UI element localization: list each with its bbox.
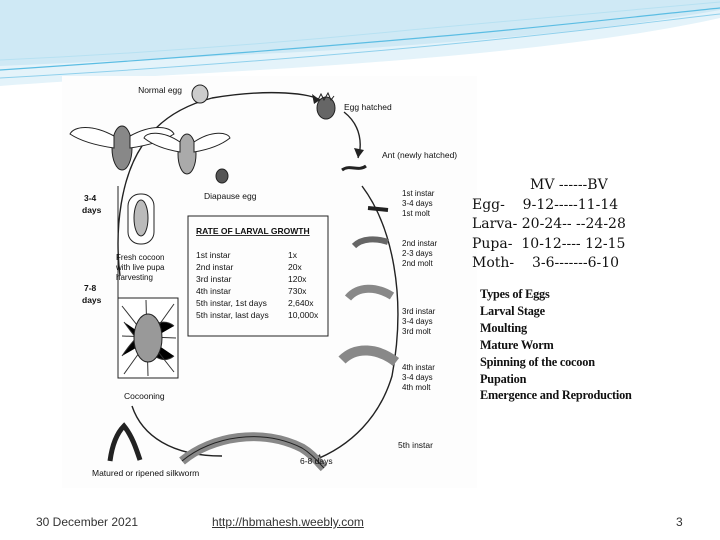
egg-hatched-label: Egg hatched: [344, 102, 392, 112]
diapause-egg-label: Diapause egg: [204, 191, 257, 201]
days-3-4-label: 3-4: [84, 193, 97, 203]
days-word-label-1: days: [82, 205, 102, 215]
cocooning-label: Cocooning: [124, 391, 165, 401]
growth-stage-1: 1st instar: [196, 250, 231, 260]
stage-item: Emergence and Reproduction: [480, 388, 632, 403]
stage-item: Spinning of the cocoon: [480, 354, 595, 369]
growth-value-2: 20x: [288, 262, 302, 272]
growth-stage-2: 2nd instar: [196, 262, 234, 272]
page-number: 3: [676, 515, 683, 529]
fifth-instar-label: 5th instar: [398, 440, 433, 450]
duration-row-pupa: Pupa- 10-12---- 12-15: [472, 235, 626, 252]
duration-row-moth: Moth- 3-6-------6-10: [472, 255, 620, 271]
larva-instar-3: [348, 289, 392, 298]
growth-value-4: 730x: [288, 286, 307, 296]
fresh-cocoon-label-1: Fresh cocoon: [116, 253, 165, 262]
instar-2-label-b: 2-3 days: [402, 249, 433, 258]
growth-stage-4: 4th instar: [196, 286, 231, 296]
moth-illustration-right: [144, 133, 230, 174]
stage-item: Pupation: [480, 371, 527, 386]
days-word-label-2: days: [82, 295, 102, 305]
duration-table-header: MV ------BV: [530, 177, 608, 193]
growth-value-5: 2,640x: [288, 298, 314, 308]
growth-stage-3: 3rd instar: [196, 274, 232, 284]
normal-egg-shape: [192, 85, 208, 103]
growth-value-6: 10,000x: [288, 310, 319, 320]
instar-2-label-a: 2nd instar: [402, 239, 438, 248]
matured-silkworm-label: Matured or ripened silkworm: [92, 468, 200, 478]
hatched-egg-shape: [317, 97, 335, 119]
instar-4-label-b: 3-4 days: [402, 373, 433, 382]
instar-1-label-b: 3-4 days: [402, 199, 433, 208]
stage-item: Larval Stage: [480, 303, 545, 318]
ant-larva-shape: [342, 166, 366, 170]
stage-item: Types of Eggs: [480, 287, 550, 301]
growth-stage-5: 5th instar, 1st days: [196, 298, 267, 308]
days-6-8-label: 6-8 days: [300, 456, 333, 466]
instar-1-label-c: 1st molt: [402, 209, 431, 218]
matured-silkworm-shape: [110, 426, 324, 468]
stage-item: Moulting: [480, 320, 527, 335]
moth-illustration-left: [70, 126, 174, 170]
instar-4-label-c: 4th molt: [402, 383, 431, 392]
silkworm-life-cycle-diagram: [62, 76, 477, 488]
ant-label: Ant (newly hatched): [382, 150, 458, 160]
stages-list: [480, 286, 680, 404]
duration-table: [472, 176, 632, 274]
instar-3-label-c: 3rd molt: [402, 327, 431, 336]
arrow-head-2: [354, 148, 364, 158]
instar-2-label-c: 2nd molt: [402, 259, 433, 268]
footer-date: 30 December 2021: [36, 515, 139, 529]
instar-3-label-a: 3rd instar: [402, 307, 436, 316]
growth-stage-6: 5th instar, last days: [196, 310, 269, 320]
larva-instar-4: [342, 350, 396, 362]
footer-url-link[interactable]: http://hbmahesh.weebly.com: [212, 515, 364, 529]
fresh-cocoon-label-2: with live pupa: [116, 263, 165, 272]
growth-value-1: 1x: [288, 250, 297, 260]
duration-row-larva: Larva- 20-24-- --24-28: [472, 216, 626, 232]
fresh-cocoon-label-3: harvesting: [116, 273, 153, 282]
larva-instar-1: [368, 208, 388, 210]
instar-3-label-b: 3-4 days: [402, 317, 433, 326]
days-7-8-label: 7-8: [84, 283, 97, 293]
instar-4-label-a: 4th instar: [402, 363, 435, 372]
duration-row-egg: Egg- 9-12-----11-14: [472, 196, 619, 213]
cycle-arrow: [118, 93, 398, 461]
cocooning-nest-shape: [118, 298, 178, 378]
stage-item: Mature Worm: [480, 337, 554, 352]
diapause-egg-shape: [216, 169, 228, 183]
instar-1-label-a: 1st instar: [402, 189, 435, 198]
growth-table-title: RATE OF LARVAL GROWTH: [196, 226, 310, 236]
larva-instar-2: [354, 239, 388, 246]
normal-egg-label: Normal egg: [138, 85, 182, 95]
growth-value-3: 120x: [288, 274, 307, 284]
